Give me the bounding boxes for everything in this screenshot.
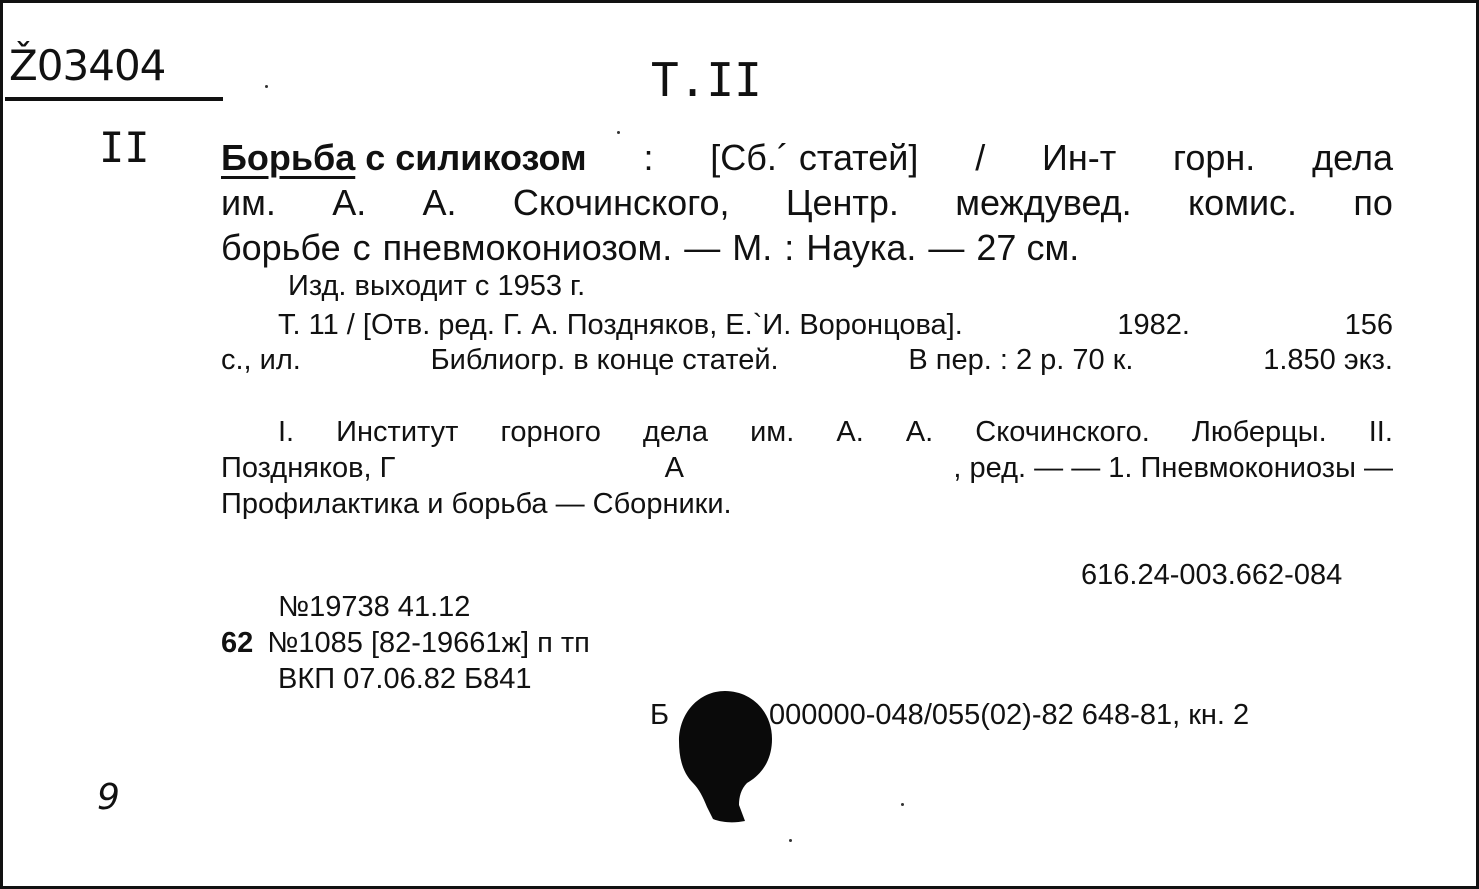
volume-entry-line-1: [278, 308, 1393, 343]
tracing-word: Институт: [336, 416, 459, 448]
title-word: 27 см.: [976, 227, 1080, 268]
title-word: дела: [1312, 137, 1393, 178]
call-number-underline: [5, 97, 223, 101]
title-word: Ин-т: [1042, 137, 1117, 178]
volume-entry-text: 1.850 экз.: [1263, 344, 1393, 376]
title-word: :: [784, 227, 795, 268]
title-line-3: [221, 225, 1393, 270]
title-word: А.: [422, 182, 457, 223]
registration-line-2-text: №1085 [82-19661ж] п тп: [267, 627, 590, 659]
title-word: по: [1353, 182, 1393, 223]
title-line-1: [221, 135, 1393, 180]
ink-blot-icon: [675, 689, 775, 825]
scan-speck: [617, 131, 620, 134]
scan-speck: [901, 803, 904, 806]
tracing-word: II.: [1368, 416, 1393, 448]
title-word: им.: [221, 182, 276, 223]
title-word: Наука.: [806, 227, 917, 268]
title-word: [Сб.´ статей]: [710, 137, 919, 178]
registration-line-1: №19738 41.12: [278, 591, 471, 623]
scan-speck: [265, 85, 268, 88]
volume-entry-text: 1982.: [1117, 309, 1190, 341]
tracing-word: Люберцы.: [1191, 416, 1327, 448]
title-word: :: [643, 137, 654, 178]
title-word: —: [684, 227, 721, 268]
series-roman-numeral: II: [99, 123, 150, 172]
publication-note: Изд. выходит с 1953 г.: [288, 270, 586, 302]
tracing-word: горного: [500, 416, 601, 448]
volume-entry-text: 156: [1344, 309, 1393, 341]
title-word: М.: [732, 227, 773, 268]
title-word: /: [975, 137, 986, 178]
tracing-word: им.: [750, 416, 795, 448]
scan-speck: [789, 839, 792, 842]
title-word: Скочинского,: [512, 182, 730, 223]
title-word: междувед.: [955, 182, 1132, 223]
registration-line-2: [221, 627, 590, 660]
title-word: с: [352, 227, 371, 268]
title-word: А.: [332, 182, 367, 223]
tracing-line-3: Профилактика и борьба — Сборники.: [221, 488, 732, 520]
title-bold: [221, 135, 587, 180]
tracing-text: А: [664, 452, 685, 484]
volume-entry-line-2: [221, 343, 1393, 378]
tracing-word: дела: [642, 416, 709, 448]
title-block: [221, 135, 1393, 270]
registration-line-3: ВКП 07.06.82 Б841: [278, 663, 532, 695]
tracing-line-2: [221, 451, 1393, 486]
title-word: Центр.: [785, 182, 899, 223]
tracing-text: Поздняков, Г: [221, 452, 396, 484]
volume-entry-text: с., ил.: [221, 344, 301, 376]
price-code-prefix: Б: [650, 699, 670, 731]
title-word: —: [928, 227, 965, 268]
tracing-line-1: [278, 415, 1393, 450]
call-number: Ž03404: [9, 41, 166, 90]
udc-number: 616.24-003.662-084: [1081, 559, 1343, 591]
volume-entry-text: В пер. : 2 р. 70 к.: [908, 344, 1134, 376]
tracing-word: Скочинского.: [975, 416, 1150, 448]
title-word: борьбе: [221, 227, 341, 268]
tracing-text: , ред. — — 1. Пневмокониозы —: [953, 452, 1393, 484]
price-code: 000000-048/055(02)-82 648-81, кн. 2: [769, 699, 1250, 731]
tracing-word: А.: [905, 416, 934, 448]
registration-lead-number: 62: [221, 627, 254, 659]
title-rest: с силикозом: [355, 137, 587, 178]
title-word: комис.: [1188, 182, 1298, 223]
volume-heading: T.II: [651, 53, 762, 107]
volume-entry-text: Библиогр. в конце статей.: [430, 344, 779, 376]
title-word: пневмокониозом.: [382, 227, 673, 268]
title-word: горн.: [1173, 137, 1256, 178]
tracing-word: I.: [278, 416, 295, 448]
volume-entry-text: Т. 11 / [Отв. ред. Г. А. Поздняков, Е.`И. Воронцова].: [278, 309, 963, 341]
title-first-word: Борьба: [221, 137, 356, 178]
handwritten-mark: 9: [97, 777, 120, 818]
tracing-word: А.: [836, 416, 864, 448]
title-line-2: [221, 180, 1393, 225]
